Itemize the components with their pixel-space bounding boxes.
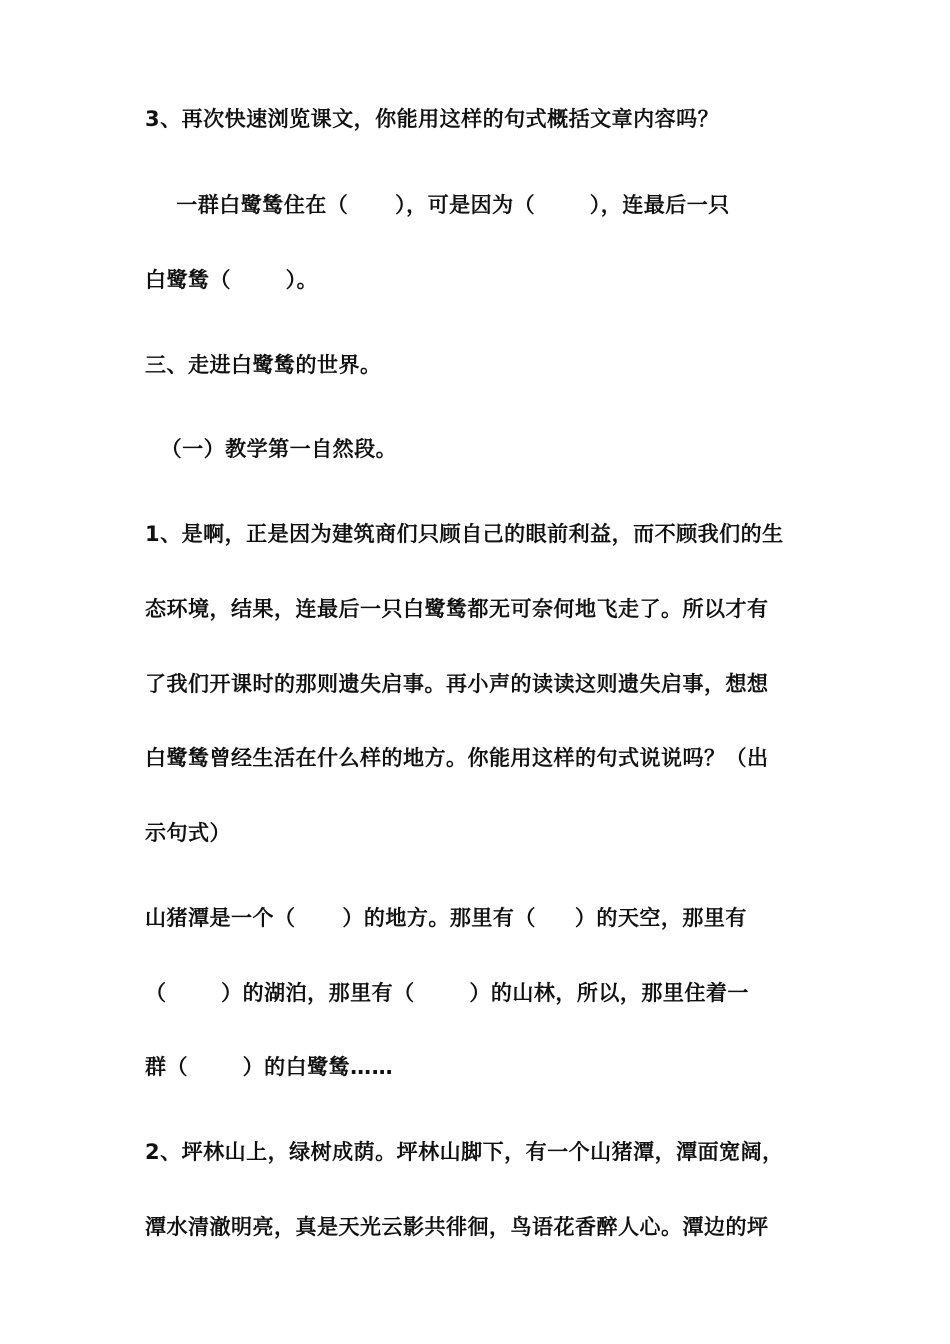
sentence-pattern-line-2: （ ）的湖泊，那里有（ ）的山林，所以，那里住着一 — [145, 981, 749, 1005]
paragraph-2-line-1: 2、坪林山上，绿树成荫。坪林山脚下，有一个山猪潭，潭面宽阔， — [145, 1140, 784, 1164]
question-3: 3、再次快速浏览课文，你能用这样的句式概括文章内容吗？ — [145, 107, 720, 131]
fill-blank-summary-1: 一群白鹭鸶住在（ ），可是因为（ ），连最后一只 — [145, 193, 730, 217]
section-heading-3: 三、走进白鹭鸶的世界。 — [145, 353, 382, 377]
paragraph-1-line-1: 1、是啊，正是因为建筑商们只顾自己的眼前利益，而不顾我们的生 — [145, 522, 784, 546]
paragraph-1-line-2: 态环境，结果，连最后一只白鹭鸶都无可奈何地飞走了。所以才有 — [145, 597, 769, 621]
paragraph-1-line-5: 示句式） — [145, 821, 231, 845]
paragraph-1-line-4: 白鹭鸶曾经生活在什么样的地方。你能用这样的句式说说吗？（出 — [145, 746, 769, 770]
subsection-heading-1: （一）教学第一自然段。 — [145, 437, 398, 461]
fill-blank-summary-2: 白鹭鸶（ ）。 — [145, 268, 319, 292]
paragraph-2-line-2: 潭水清澈明亮，真是天光云影共徘徊，鸟语花香醉人心。潭边的坪 — [145, 1215, 769, 1239]
sentence-pattern-line-3: 群（ ）的白鹭鸶…… — [145, 1055, 394, 1079]
paragraph-1-line-3: 了我们开课时的那则遗失启事。再小声的读读这则遗失启事，想想 — [145, 672, 769, 696]
sentence-pattern-line-1: 山猪潭是一个（ ）的地方。那里有（ ）的天空，那里有 — [145, 906, 747, 930]
